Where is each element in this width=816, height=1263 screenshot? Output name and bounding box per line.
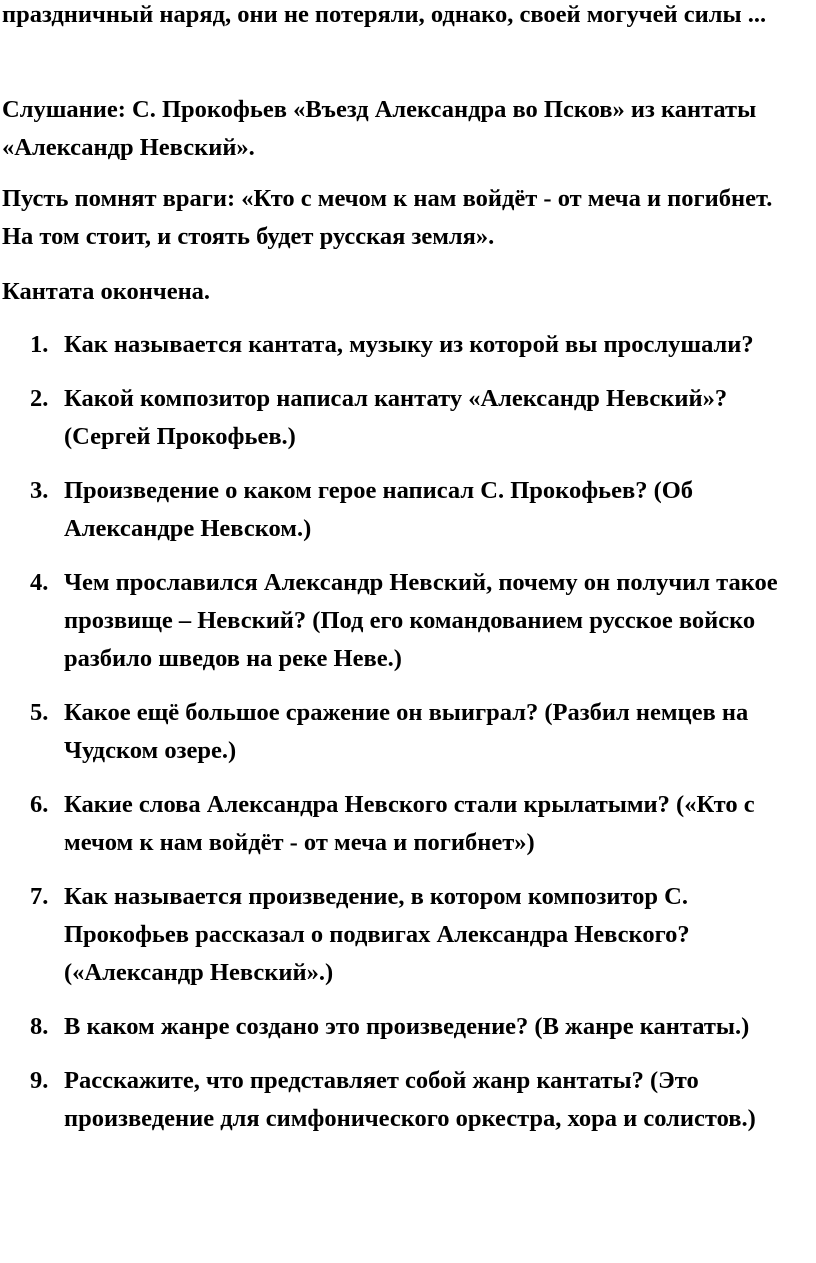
paragraph-cantata-ended: Кантата окончена.	[2, 278, 211, 305]
question-text: Чем прославился Александр Невский, почему он получил такое прозвище – Невский? (Под его командованием русское войско разбило шведов на реке Неве.)	[64, 569, 778, 672]
question-number: 4.	[30, 569, 49, 596]
question-item-7	[0, 878, 804, 992]
question-text: Какое ещё большое сражение он выиграл? (Разбил немцев на Чудском озере.)	[64, 699, 749, 764]
paragraph-listening: Слушание: С. Прокофьев «Въезд Александра во Псков» из кантаты «Александр Невский».	[2, 96, 757, 161]
question-number: 9.	[30, 1067, 49, 1094]
question-number: 5.	[30, 699, 49, 726]
question-item-9	[0, 1062, 804, 1138]
question-item-3	[0, 472, 804, 548]
question-item-4	[0, 564, 804, 678]
question-text: Произведение о каком герое написал С. Прокофьев? (Об Александре Невском.)	[64, 477, 694, 542]
question-text: Какой композитор написал кантату «Александр Невский»? (Сергей Прокофьев.)	[64, 385, 728, 450]
question-item-8	[0, 1008, 804, 1046]
question-number: 7.	[30, 883, 49, 910]
question-item-1	[0, 326, 804, 364]
questions-list	[0, 326, 816, 1154]
question-number: 1.	[30, 331, 49, 358]
question-number: 8.	[30, 1013, 49, 1040]
question-item-5	[0, 694, 804, 770]
question-text: Какие слова Александра Невского стали крылатыми? («Кто с мечом к нам войдёт - от меча и погибнет»)	[64, 791, 755, 856]
question-item-2	[0, 380, 804, 456]
question-text: Как называется кантата, музыку из которой вы прослушали?	[64, 331, 754, 358]
paragraph-intro-continuation: праздничный наряд, они не потеряли, однако, своей могучей силы ...	[2, 1, 767, 28]
question-number: 3.	[30, 477, 49, 504]
question-number: 6.	[30, 791, 49, 818]
question-number: 2.	[30, 385, 49, 412]
paragraph-quote: Пусть помнят враги: «Кто с мечом к нам войдёт - от меча и погибнет. На том стоит, и стоять будет русская земля».	[2, 185, 773, 250]
question-text: Расскажите, что представляет собой жанр кантаты? (Это произведение для симфонического оркестра, хора и солистов.)	[64, 1067, 756, 1132]
question-text: Как называется произведение, в котором композитор С. Прокофьев рассказал о подвигах Александра Невского? («Александр Невский».)	[64, 883, 690, 986]
question-text: В каком жанре создано это произведение? (В жанре кантаты.)	[64, 1013, 750, 1040]
question-item-6	[0, 786, 804, 862]
